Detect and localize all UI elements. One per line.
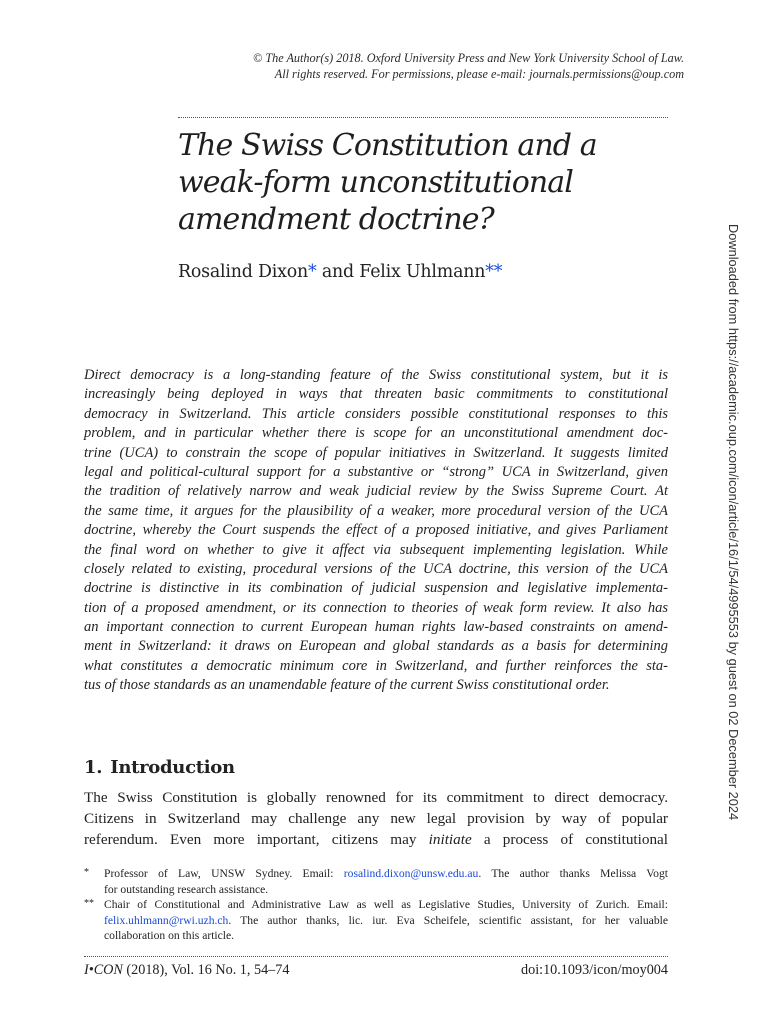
journal-citation (84, 962, 289, 979)
title-line-1: The Swiss Constitution and a (178, 128, 597, 163)
footnotes (84, 866, 668, 944)
title-rule (178, 117, 668, 118)
footnote-1-line-1 (104, 866, 668, 882)
abstract-line: Direct democracy is a long-standing feature of the Swiss constitutional system, but it is (84, 367, 668, 383)
body-line-3-after: a process of constitutional (483, 830, 669, 848)
title-line-2: weak-form unconstitutional (178, 165, 573, 200)
abstract-line: doctrine is distinctive in its combination of judicial suspension and legislative implementa- (84, 580, 668, 597)
footnote-1-line-2: for outstanding research assistance. (104, 882, 269, 896)
article-title (178, 127, 678, 238)
abstract-line: ment in Switzerland: it draws on European and global standards as a basis for determining (84, 638, 668, 655)
abstract-line: democracy in Switzerland. This article considers possible constitutional responses to this (84, 405, 668, 422)
author-footnote-link-2[interactable]: ** (485, 262, 503, 282)
section-heading-introduction (84, 757, 235, 778)
author-footnote-link-1[interactable]: * (308, 262, 317, 282)
section-title: Introduction (110, 757, 235, 778)
download-watermark: Downloaded from https://academic.oup.com/icon/article/16/1/54/4995553 by guest on 02 December 2024 (726, 224, 741, 821)
copyright-line-2: All rights reserved. For permissions, please e-mail: journals.permissions@oup.com (274, 67, 684, 81)
citation-details: (2018), Vol. 16 No. 1, 54–74 (126, 962, 290, 978)
doi: doi:10.1093/icon/moy004 (521, 962, 668, 978)
title-line-3: amendment doctrine? (178, 202, 494, 237)
abstract-line: legal and political-cultural support for a substantive or “strong” UCA in Switzerland, given (84, 463, 668, 480)
author-conjunction: and (321, 262, 354, 282)
abstract-line: an important connection to current European human rights law-based constraints on amend- (84, 619, 668, 636)
section-number: 1. (84, 757, 103, 778)
email-link-uhlmann[interactable]: felix.uhlmann@rwi.uzh.ch (104, 913, 229, 927)
footnote-1 (84, 866, 668, 897)
footer-rule (84, 956, 668, 957)
body-paragraph (84, 788, 668, 850)
footnote-2-text-after: . The author thanks, lic. iur. Eva Scheifele, scientific assistant, for her valuable (228, 913, 668, 927)
author-list (178, 262, 502, 282)
footnote-mark-2: ** (84, 898, 94, 910)
abstract-line: tion of a proposed amendment, or its connection to theories of weak form review. It also has (84, 599, 668, 616)
abstract-line: the tradition of relatively narrow and weak judicial review by the Swiss Supreme Court. At (84, 483, 668, 500)
footnote-2-line-2 (104, 913, 668, 929)
abstract-line: what constitutes a democratic minimum core in Switzerland, and further reinforces the sta- (84, 657, 668, 674)
body-line-3-before: referendum. Even more important, citizens may (84, 830, 417, 848)
abstract-line: problem, and in particular whether there is scope for an unconstitutional amendment doc- (84, 425, 668, 442)
body-line-1: The Swiss Constitution is globally renowned for its commitment to direct democracy. (84, 789, 668, 806)
abstract-line: trine (UCA) to constrain the scope of popular initiatives in Switzerland. It suggests limited (84, 444, 668, 461)
footnote-mark-1: * (84, 867, 89, 878)
footnote-1-text-after: . The author thanks Melissa Vogt (478, 867, 668, 880)
copyright-notice (124, 50, 684, 82)
footnote-2 (84, 897, 668, 944)
author-name-2: Felix Uhlmann (359, 262, 486, 282)
abstract-line: the same time, it argues for the plausibility of a weaker, more procedural version of the UCA (84, 502, 668, 519)
abstract (84, 366, 668, 696)
body-line-3 (84, 830, 668, 851)
body-line-2: Citizens in Switzerland may challenge any new legal provision by way of popular (84, 809, 668, 827)
abstract-line: doctrine, whereby the Court suspends the effect of a proposed initiative, and gives Parliament (84, 522, 668, 539)
abstract-line: closely related to existing, procedural versions of the UCA doctrine, this version of the UCA (84, 560, 668, 577)
author-name-1: Rosalind Dixon (178, 262, 309, 282)
journal-name: I•CON (84, 962, 123, 978)
footnote-1-text: Professor of Law, UNSW Sydney. Email: (104, 867, 334, 880)
body-emphasis: initiate (428, 830, 472, 848)
copyright-line-1: © The Author(s) 2018. Oxford University Press and New York University School of Law. (253, 51, 684, 65)
footnote-2-line-1: Chair of Constitutional and Administrative Law as well as Legislative Studies, University of Zurich. Email: (104, 898, 668, 912)
footnote-2-line-3: collaboration on this article. (104, 929, 235, 943)
abstract-line: tus of those standards as an unamendable feature of the current Swiss constitutional order. (84, 677, 610, 694)
abstract-line: the final word on whether to give it affect via subsequent implementing legislation. While (84, 541, 668, 558)
abstract-line: increasingly being deployed in ways that threaten basic commitments to constitutional (84, 386, 668, 403)
email-link-dixon[interactable]: rosalind.dixon@unsw.edu.au (343, 867, 479, 880)
